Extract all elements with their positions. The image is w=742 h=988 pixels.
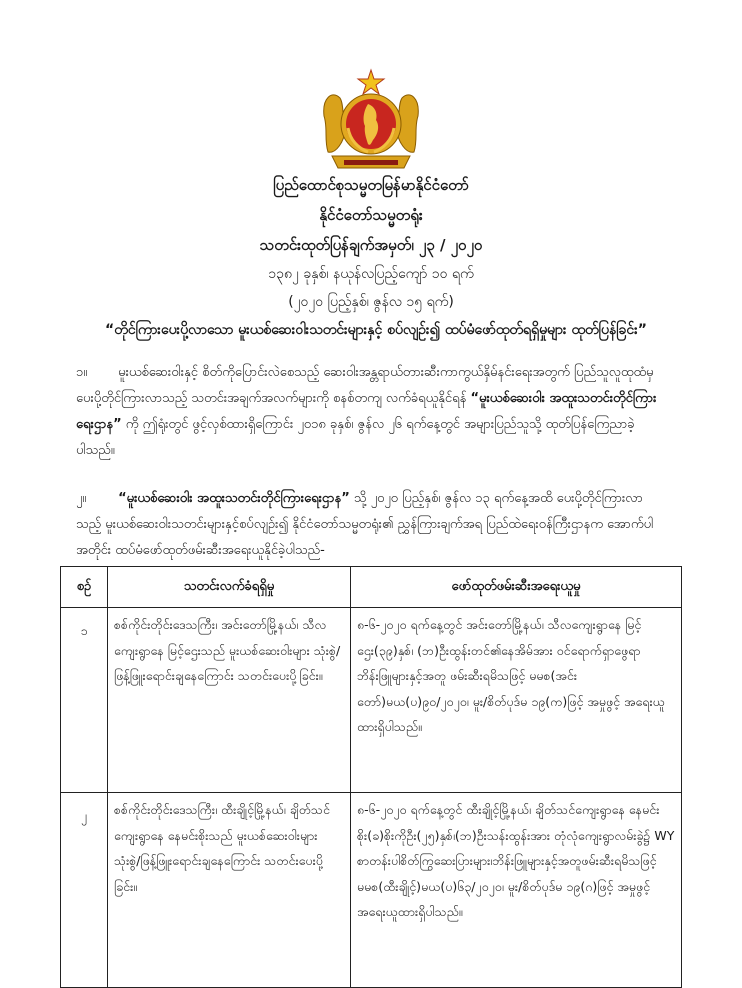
paragraph-text: ကို ဤရုံးတွင် ဖွင့်လှစ်ထားရှိကြောင်း ၂၀၁၈ ခုနှစ်၊ ဇွန်လ ၂၆ ရက်နေ့တွင် အများပြည်သူသို့ ထုတ်ပြန်ကြေညာခဲ့ပါသည်။ [76,417,635,458]
release-number: သတင်းထုတ်ပြန်ချက်အမှတ်၊ ၂၃ / ၂၀၂၀ [259,236,483,254]
column-header-action: ဖော်ထုတ်ဖမ်းဆီးအရေးယူမှု [351,567,682,608]
serial-cell: ၁ [61,608,108,793]
paragraph-number: ၁။ [76,365,88,380]
country-name: ပြည်ထောင်စုသမ္မတမြန်မာနိုင်ငံတော် [273,176,469,194]
date-myanmar: ၁၃၈၂ ခုနှစ်၊ နယုန်လပြည့်ကျော် ၁၀ ရက် [268,266,474,282]
serial-cell: ၂ [61,793,108,988]
subject-title: “တိုင်ကြားပေးပို့လာသော မူးယစ်ဆေးဝါးသတင်းများနှင့် စပ်လျဉ်း၍ ထပ်မံဖော်ထုတ်ရရှိမှုများ ထုတ်ပြန်ခြင်း” [105,322,647,338]
cases-table [60,566,682,988]
highlight-unit-name: “မူးယစ်ဆေးဝါး အထူးသတင်းတိုင်ကြားရေးဌာန” [118,491,350,506]
column-header-information: သတင်းလက်ခံရရှိမှု [108,567,351,608]
column-header-serial: စဉ် [61,567,108,608]
paragraph-2 [76,486,666,564]
information-cell: စစ်ကိုင်းတိုင်းဒေသကြီး၊ ထီးချိုင့်မြို့နယ်၊ ချိတ်သင်ကျေးရွာနေ နေမင်းစိုးသည် မူးယစ်ဆေးဝါးများ သုံးစွဲ/ဖြန့်ဖြူးရောင်းချနေကြောင်း သတင်းပေးပို့ခြင်း။ [108,793,351,988]
state-emblem-seal [318,68,424,174]
action-cell: ၈-၆-၂၀၂၀ ရက်နေ့တွင် ထီးချိုင့်မြို့နယ်၊ ချိတ်သင်ကျေးရွာနေ နေမင်းစိုး(ခ)စိုးကိုဦး(၂၅)နှစ်၊(ဘ)ဦးသန်းထွန်းအား တုံလုံကျေးရွာလမ်းခွဲ၌ WY စာတန်းပါစိတ်ကြွဆေးပြားများ၊ဘိန်းဖြူများနှင့်အတူဖမ်းဆီးရမိသဖြင့် မမစ(ထီးချိုင့်)မယ(ပ)၆၃/၂၀၂၀၊ မူး/စိတ်ပုဒ်မ ၁၉(ဂ)ဖြင့် အမှုဖွင့် အရေးယူထားရှိပါသည်။ [351,793,682,988]
office-name: နိုင်ငံတော်သမ္မတရုံး [319,206,423,224]
information-cell: စစ်ကိုင်းတိုင်းဒေသကြီး၊ အင်းတော်မြို့နယ်၊ သီလကျေးရွာနေ မြင့်ဌေးသည် မူးယစ်ဆေးဝါးများ သုံးစွဲ/ဖြန့်ဖြူးရောင်းချနေကြောင်း သတင်းပေးပို့ခြင်း။ [108,608,351,793]
date-gregorian: (၂၀၂၀ ပြည့်နှစ်၊ ဇွန်လ ၁၅ ရက်) [288,294,454,310]
action-cell: ၈-၆-၂၀၂၀ ရက်နေ့တွင် အင်းတော်မြို့နယ်၊ သီလကျေးရွာနေ မြင့်ဌေး(၃၉)နှစ်၊ (ဘ)ဦးထွန်းတင်၏နေအိမ်အား ဝင်ရောက်ရှာဖွေရာ ဘိန်းဖြူများနှင့်အတူ ဖမ်းဆီးရမိသဖြင့် မမစ(အင်းတော်)မယ(ပ)၉၀/၂၀၂၀၊ မူး/စိတ်ပုဒ်မ ၁၉(က)ဖြင့် အမှုဖွင့် အရေးယူထားရှိပါသည်။ [351,608,682,793]
paragraph-1 [76,360,666,464]
paragraph-text: မူးယစ်ဆေးဝါးနှင့် စိတ်ကိုပြောင်းလဲစေသည့် ဆေးဝါးအန္တရာယ်တားဆီးကာကွယ်နှိမ်နင်းရေးအတွက် ပြည်သူလူထုထံမှ ပေးပို့တိုင်ကြားလာသည့် သတင်းအချက်အလက်များကို စနစ်တကျ လက်ခံရယူနိုင်ရန် [76,365,654,406]
table-row [61,793,682,988]
highlight-unit-name: “မူးယစ်ဆေးဝါး အထူးသတင်းတိုင်ကြားရေးဌာန” [76,391,657,432]
table-header-row [61,567,682,608]
table-row [61,608,682,793]
paragraph-text: သို့ ၂၀၂၀ ပြည့်နှစ်၊ ဇွန်လ ၁၃ ရက်နေ့အထိ ပေးပို့တိုင်ကြားလာသည့် မူးယစ်ဆေးဝါးသတင်းများနှင့်စပ်လျဉ်း၍ နိုင်ငံတော်သမ္မတရုံး၏ ညွှန်ကြားချက်အရ ပြည်ထဲရေးဝန်ကြီးဌာနက အောက်ပါအတိုင်း ထပ်မံဖော်ထုတ်ဖမ်းဆီးအရေးယူနိုင်ခဲ့ပါသည်- [76,491,654,558]
paragraph-number: ၂။ [76,491,87,506]
